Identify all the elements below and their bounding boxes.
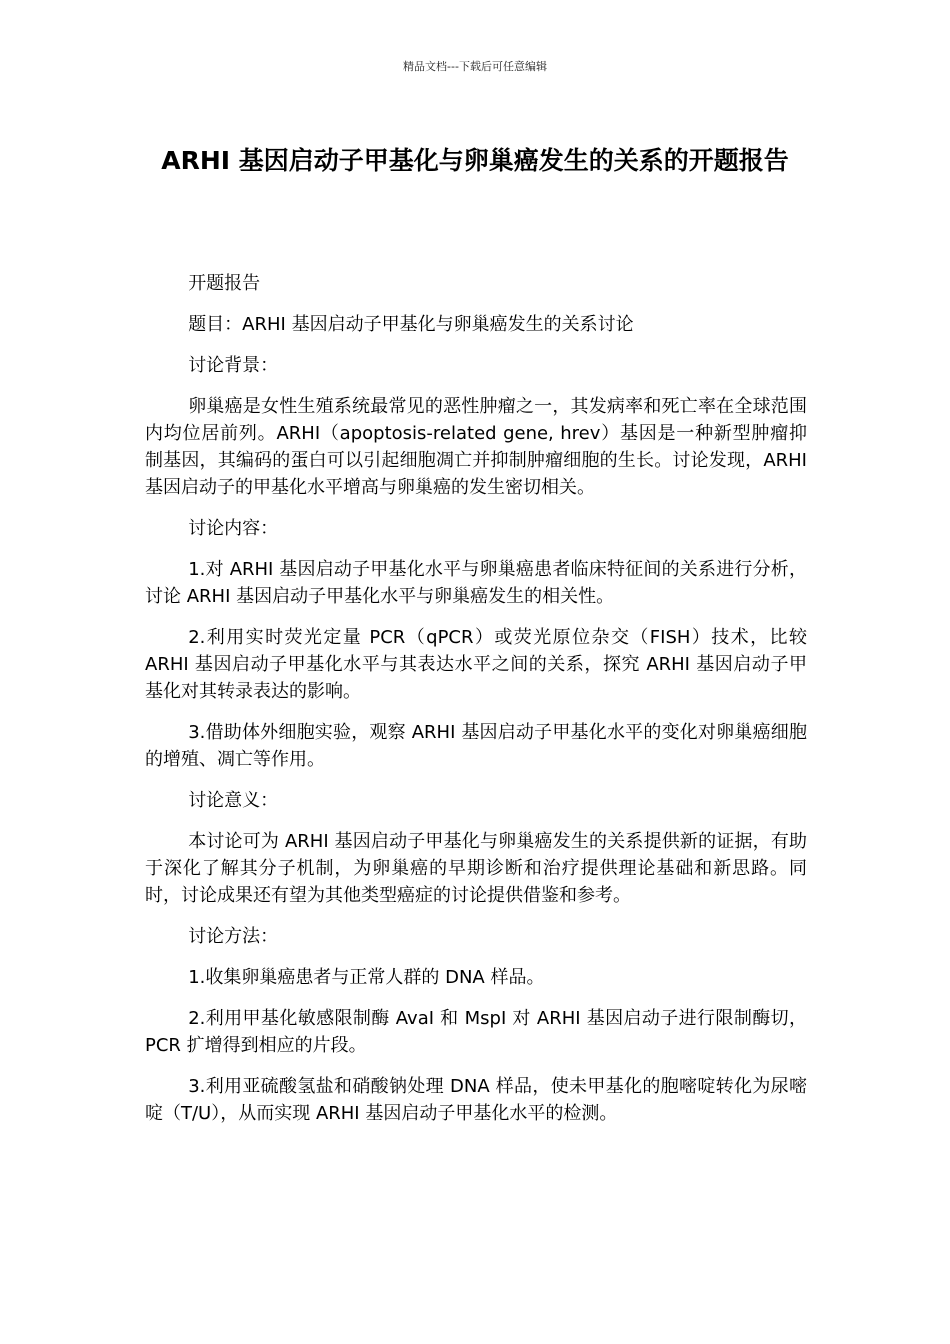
paragraph-background: 卵巢癌是女性生殖系统最常见的恶性肿瘤之一，其发病率和死亡率在全球范围内均位居前列。ARHI（apoptosis-related gene, hrev）基因是一种新型肿瘤抑制基因，其编码的蛋白可以引起细胞凋亡并抑制肿瘤细胞的生长。讨论发现，ARHI 基因启动子的甲基化水平增高与卵巢癌的发生密切相关。 — [145, 396, 807, 498]
paragraph-content-3: 3.借助体外细胞实验，观察 ARHI 基因启动子甲基化水平的变化对卵巢癌细胞的增殖、凋亡等作用。 — [145, 722, 807, 770]
paragraph-method-2: 2.利用甲基化敏感限制酶 AvaI 和 MspI 对 ARHI 基因启动子进行限制酶切，PCR 扩增得到相应的片段。 — [145, 1008, 807, 1056]
section-heading-background: 讨论背景： — [188, 355, 279, 376]
paragraph-content-2: 2.利用实时荧光定量 PCR（qPCR）或荧光原位杂交（FISH）技术，比较 ARHI 基因启动子甲基化水平与其表达水平之间的关系，探究 ARHI 基因启动子甲基化对其转录表达的影响。 — [145, 627, 807, 702]
paragraph-method-3: 3.利用亚硫酸氢盐和硝酸钠处理 DNA 样品，使未甲基化的胞嘧啶转化为尿嘧啶（T/U），从而实现 ARHI 基因启动子甲基化水平的检测。 — [145, 1076, 807, 1124]
section-heading-methods: 讨论方法： — [188, 926, 279, 947]
section-heading-significance: 讨论意义： — [188, 790, 279, 811]
section-heading-content: 讨论内容： — [188, 518, 279, 539]
header-note: 精品文档---下载后可任意编辑 — [403, 60, 547, 73]
paragraph-significance: 本讨论可为 ARHI 基因启动子甲基化与卵巢癌发生的关系提供新的证据，有助于深化了解其分子机制，为卵巢癌的早期诊断和治疗提供理论基础和新思路。同时，讨论成果还有望为其他类型癌症的讨论提供借鉴和参考。 — [145, 831, 807, 906]
paragraph-topic: 题目：ARHI 基因启动子甲基化与卵巢癌发生的关系讨论 — [188, 314, 634, 335]
paragraph-content-1: 1.对 ARHI 基因启动子甲基化水平与卵巢癌患者临床特征间的关系进行分析，讨论 ARHI 基因启动子甲基化水平与卵巢癌发生的相关性。 — [145, 559, 807, 607]
document-body — [145, 270, 807, 1141]
paragraph-method-1: 1.收集卵巢癌患者与正常人群的 DNA 样品。 — [188, 967, 545, 988]
document-title: ARHI 基因启动子甲基化与卵巢癌发生的关系的开题报告 — [161, 146, 789, 175]
paragraph-label-report: 开题报告 — [188, 273, 261, 294]
